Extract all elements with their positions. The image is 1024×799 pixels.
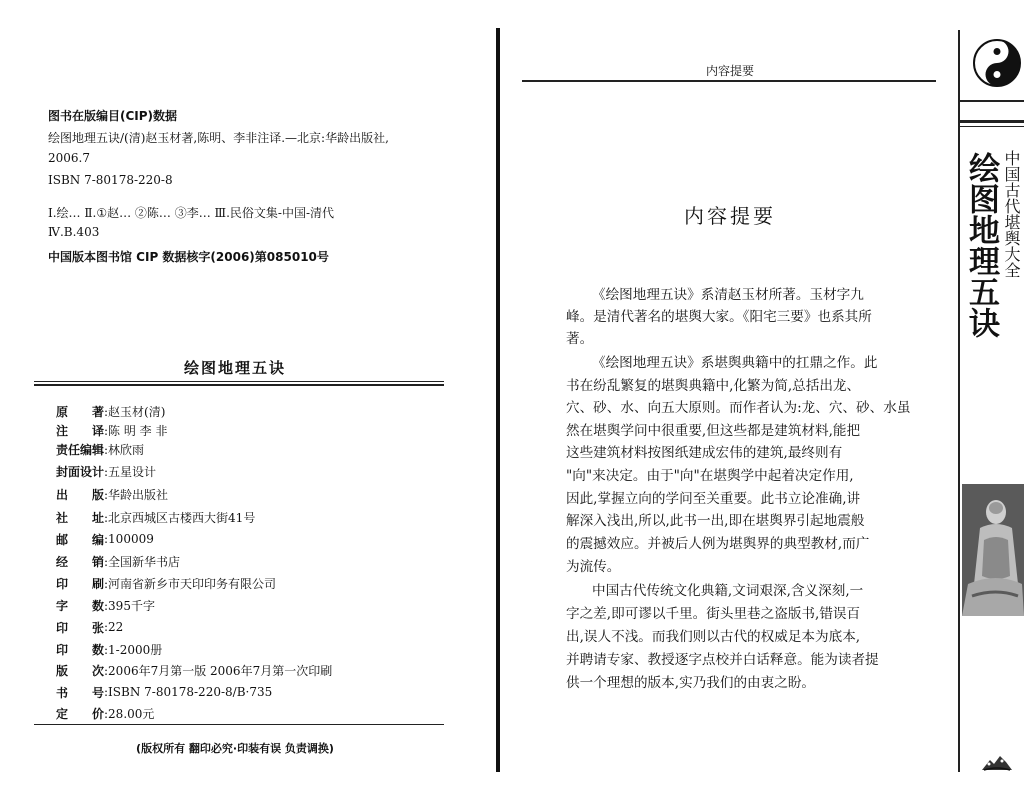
row-value: :林欣雨	[104, 442, 145, 457]
sidebar-rule	[960, 126, 1024, 127]
copyright-row	[56, 421, 168, 439]
copyright-row	[56, 704, 154, 722]
row-value: :ISBN 7-80178-220-8/B·735	[104, 685, 273, 699]
row-value: :100009	[104, 532, 154, 546]
yin-yang-icon	[972, 38, 1022, 88]
row-label-part: 价	[91, 706, 104, 721]
row-label-part: 版	[91, 487, 104, 502]
book-title: 绘图地理五诀	[183, 359, 286, 377]
row-label: 版	[56, 663, 69, 678]
row-label-part: 销	[91, 554, 104, 569]
copyright-row	[56, 640, 162, 658]
cip-classification: Ⅰ.绘… Ⅱ.①赵… ②陈… ③李… Ⅲ.民俗文集-中国-清代	[48, 206, 335, 220]
row-value: :395千字	[104, 598, 155, 613]
row-label-part: 著	[91, 404, 104, 419]
row-value: :全国新华书店	[104, 554, 181, 569]
row-label: 印	[56, 642, 69, 657]
row-label-part: 数	[91, 598, 104, 613]
copyright-row	[56, 618, 123, 636]
row-label: 书	[56, 685, 69, 700]
row-label: 经	[56, 554, 69, 569]
sidebar-book-title	[962, 152, 998, 338]
sidebar-rule	[960, 120, 1024, 123]
cip-header: 图书在版编目(CIP)数据	[48, 109, 178, 123]
cip-classification: Ⅳ.B.403	[48, 225, 100, 239]
row-value: :陈 明 李 非	[104, 423, 168, 438]
buddha-statue-image	[962, 484, 1024, 616]
row-label: 印	[56, 576, 69, 591]
copyright-row	[56, 661, 332, 679]
sidebar-title-text: 绘图地理五诀	[963, 152, 999, 338]
book-spine	[496, 28, 500, 772]
cip-isbn: ISBN 7-80178-220-8	[48, 173, 173, 187]
cip-number: 中国版本图书馆 CIP 数据核字(2006)第085010号	[48, 250, 329, 264]
row-value: :北京西城区古楼西大街41号	[104, 510, 256, 525]
row-value: :赵玉材(清)	[104, 404, 166, 419]
body-line: 供一个理想的版本,实乃我们的由衷之盼。	[566, 675, 816, 691]
divider	[34, 384, 444, 386]
chapter-title: 内容提要	[684, 204, 776, 228]
row-label-part: 址	[91, 510, 104, 525]
body-line: 并聘请专家、教授逐字点校并白话释意。能为读者提	[566, 652, 879, 668]
row-value: :28.00元	[104, 706, 155, 721]
body-line: 穴、砂、水、向五大原则。而作者认为:龙、穴、砂、水虽	[566, 400, 911, 416]
body-line: 中国古代传统文化典籍,文词艰深,含义深刻,一	[592, 583, 864, 599]
cip-line: 2006.7	[48, 151, 90, 165]
row-label: 责任编辑	[56, 442, 105, 457]
body-line: 峰。是清代著名的堪舆大家。《阳宅三要》也系其所	[566, 309, 872, 325]
cip-line: 绘图地理五诀/(清)赵玉材著,陈明、李非注译.—北京:华龄出版社,	[48, 131, 389, 145]
header-rule	[522, 80, 936, 82]
copyright-row	[56, 485, 168, 503]
copyright-row	[56, 440, 144, 458]
sidebar-rule	[958, 30, 960, 772]
body-line: 这些建筑材料按图纸建成宏伟的建筑,最终则有	[566, 445, 843, 461]
body-line: 因此,掌握立向的学问至关重要。此书立论准确,讲	[566, 491, 861, 507]
body-line: 著。	[566, 331, 594, 347]
copyright-row	[56, 462, 156, 480]
body-line: 为流传。	[566, 559, 621, 575]
row-value: :五星设计	[104, 464, 157, 479]
body-line: 字之差,即可谬以千里。街头里巷之盗版书,错误百	[566, 606, 861, 622]
sidebar-rule	[960, 100, 1024, 102]
copyright-row	[56, 596, 155, 614]
row-label: 定	[56, 706, 69, 721]
rights-notice: (版权所有 翻印必究·印装有误 负责调换)	[136, 742, 334, 755]
row-label: 邮	[56, 532, 69, 547]
sidebar-series-text: 中国古代堪舆大全	[1002, 150, 1021, 278]
row-label-part: 号	[91, 685, 104, 700]
copyright-row	[56, 574, 276, 592]
row-value: :河南省新乡市天印印务有限公司	[104, 576, 277, 591]
row-label: 封面设计	[56, 464, 105, 479]
row-label: 注	[56, 423, 69, 438]
body-line: 《绘图地理五诀》系清赵玉材所著。玉材字九	[592, 287, 864, 303]
row-label: 字	[56, 598, 69, 613]
body-line: "向"来决定。由于"向"在堪舆学中起着决定作用,	[566, 468, 854, 484]
body-line: 的震撼效应。并被后人例为堪舆界的典型教材,而广	[566, 536, 870, 552]
copyright-row	[56, 402, 165, 420]
landscape-ornament-icon	[980, 752, 1014, 772]
row-label: 原	[56, 404, 69, 419]
row-label: 印	[56, 620, 69, 635]
row-label-part: 数	[91, 642, 104, 657]
copyright-row	[56, 508, 255, 526]
divider	[34, 724, 444, 725]
row-label: 社	[56, 510, 69, 525]
row-value: :2006年7月第一版 2006年7月第一次印刷	[104, 663, 333, 678]
row-label-part: 张	[91, 620, 104, 635]
row-label-part: 次	[91, 663, 104, 678]
copyright-row	[56, 683, 272, 701]
body-line: 解深入浅出,所以,此书一出,即在堪舆界引起地震般	[566, 513, 865, 529]
body-line: 书在纷乱繁复的堪舆典籍中,化繁为简,总括出龙、	[566, 378, 861, 394]
sidebar-series-name	[1000, 150, 1022, 278]
copyright-row	[56, 552, 180, 570]
row-label: 出	[56, 487, 69, 502]
row-label-part: 刷	[91, 576, 104, 591]
body-line: 然在堪舆学问中很重要,但这些都是建筑材料,能把	[566, 423, 861, 439]
row-label-part: 译	[91, 423, 104, 438]
copyright-row	[56, 530, 154, 548]
row-value: :1-2000册	[104, 642, 163, 657]
row-value: :华龄出版社	[104, 487, 169, 502]
running-head: 内容提要	[705, 64, 754, 78]
row-label-part: 编	[91, 532, 104, 547]
divider	[34, 381, 444, 382]
body-line: 《绘图地理五诀》系堪舆典籍中的扛鼎之作。此	[592, 355, 878, 371]
body-line: 出,误人不浅。而我们则以古代的权威足本为底本,	[566, 629, 861, 645]
row-value: :22	[104, 620, 124, 634]
